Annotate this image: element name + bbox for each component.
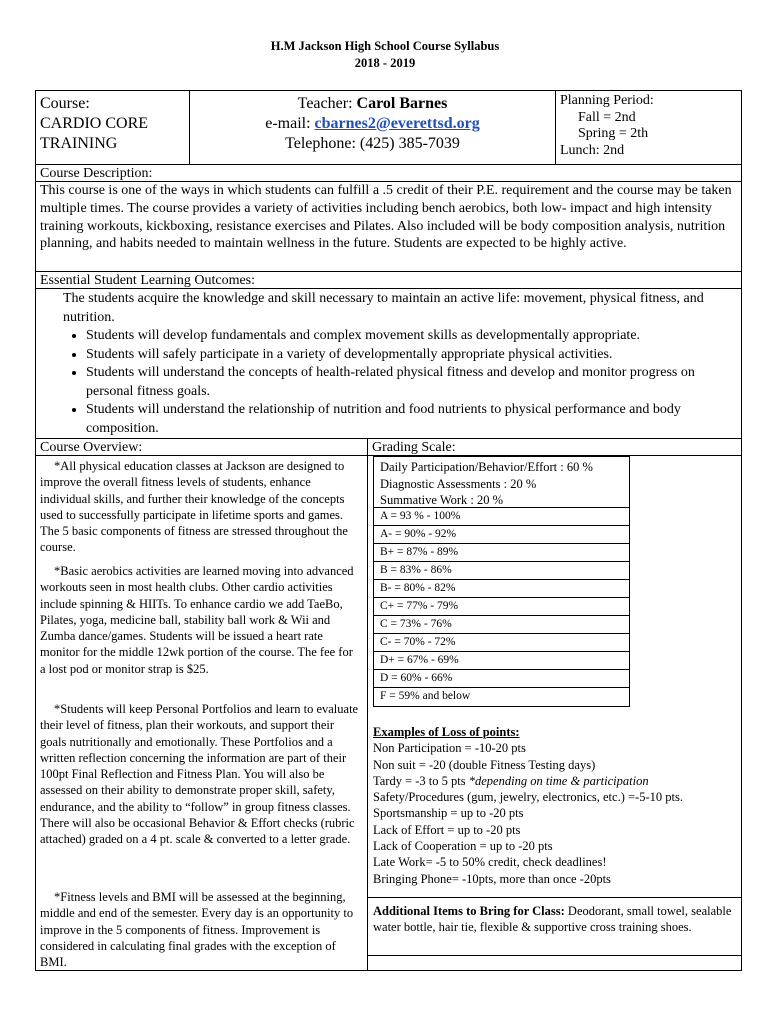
- outcome-item: • Students will safely participate in a variety of developmentally appropriate physical activities.: [86, 346, 738, 365]
- outcome-item: • Students will develop fundamentals and complex movement skills as developmentally appropriate.: [86, 327, 738, 346]
- course-cell: [40, 94, 188, 154]
- weight-row: Daily Participation/Behavior/Effort : 60 %: [380, 460, 593, 474]
- course-name-line2: TRAINING: [40, 135, 118, 152]
- teacher-label: Teacher:: [297, 95, 353, 112]
- tardy-text: Tardy = -3 to 5 pts: [373, 773, 469, 788]
- grade-row: D+ = 67% - 69%: [374, 651, 629, 669]
- header-divider-2: [555, 90, 556, 165]
- overview-paragraph-4: *Fitness levels and BMI will be assessed at the beginning, middle and end of the semester. Every day is an opportunity to improve in the 5 components of fitness. Improvement is considered in calculating final grades with the exception of BMI.: [40, 890, 354, 970]
- email-label: e-mail:: [265, 115, 311, 132]
- grade-row: F = 59% and below: [374, 687, 629, 705]
- overview-paragraph-3: *Students will keep Personal Portfolios and learn to evaluate their level of fitness, plan their workouts, and support their goals nutritionally and emotionally. These Portfolios and a written reflection concerning the information are part of their 100pt Final Reflection and Fitness Plan. You will also be assessed on their ability to demonstrate proper skill, safety, endurance, and the ability to “follow” in group fitness classes. There will also be occasional Behavior & Effort checks (rubric attached) graded on a 4 pt. scale & converted to a letter grade.: [40, 702, 359, 847]
- loss-item-tardy: [373, 773, 738, 789]
- email-line: [190, 114, 555, 134]
- grade-row: C = 73% - 76%: [374, 615, 629, 633]
- planning-spring: Spring = 2th: [578, 126, 649, 141]
- loss-item: Non suit = -20 (double Fitness Testing days): [373, 757, 596, 772]
- outcome-item: • Students will understand the concepts of health-related physical fitness and develop and monitor progress on personal fitness goals.: [86, 364, 738, 401]
- additional-items: [373, 903, 735, 936]
- outcomes-intro: The students acquire the knowledge and skill necessary to maintain an active life: movement, physical fitness, and nutrition.: [63, 291, 704, 325]
- outcomes-divider: [35, 288, 742, 289]
- loss-item: Late Work= -5 to 50% credit, check deadlines!: [373, 855, 607, 870]
- grading-table: [373, 456, 630, 707]
- loss-of-points: [373, 724, 738, 887]
- document-title: [0, 38, 770, 72]
- outcomes-list: [40, 327, 738, 438]
- description-text: This course is one of the ways in which students can fulfill a .5 credit of their P.E. requirement and the course may be taken multiple times. The course provides a variety of activities including bench aerobics, both low- impact and high intensity training workouts, kickboxing, resistance exercises and Pilates. Also included will be body composition analysis, nutrition planning, and habits needed to maintain wellness in the future. Students are expected to be highly active.: [40, 183, 732, 252]
- overview-heading: Course Overview:: [40, 440, 143, 455]
- overview-paragraph-2: *Basic aerobics activities are learned moving into advanced workouts seen in most health clubs. Other cardio activities include spinning & HIITs. To enhance cardio we add TaeBo, Pilates, yoga, medicine ball, stability ball work & Wii and Zumba dance/games. Students will be issued a heart rate monitor for the middle 12wk portion of the course. The fee for a lost pod or monitor strap is $25.: [40, 564, 354, 676]
- grade-row: A = 93 % - 100%: [374, 507, 629, 525]
- loss-item: Sportsmanship = up to -20 pts: [373, 806, 524, 821]
- planning-cell: [560, 93, 740, 159]
- grade-row: B = 83% - 86%: [374, 561, 629, 579]
- teacher-phone: Telephone: (425) 385-7039: [285, 135, 460, 152]
- weight-row: Diagnostic Assessments : 20 %: [380, 476, 537, 491]
- grading-weights: [380, 459, 593, 509]
- outcomes-heading: Essential Student Learning Outcomes:: [40, 273, 256, 288]
- planning-label: Planning Period:: [560, 93, 654, 108]
- grading-heading: Grading Scale:: [372, 440, 456, 455]
- tardy-note: *depending on time & participation: [468, 773, 649, 788]
- grade-row: C- = 70% - 72%: [374, 633, 629, 651]
- overview-paragraph-1: *All physical education classes at Jackson are designed to improve the overall fitness levels of students, enhance individual skills, and further their knowledge of the concepts used to successfully participate in lifetime sports and games. The 5 basic components of fitness are stressed throughout the course.: [40, 459, 348, 555]
- planning-lunch: Lunch: 2nd: [560, 142, 625, 158]
- column-divider: [367, 438, 368, 971]
- course-label: Course:: [40, 95, 90, 112]
- outcome-item: • Students will understand the relationship of nutrition and food nutrients to physical performance and body composition.: [86, 401, 738, 438]
- grade-row: B+ = 87% - 89%: [374, 543, 629, 561]
- grade-row: A- = 90% - 92%: [374, 525, 629, 543]
- grade-row: B- = 80% - 82%: [374, 579, 629, 597]
- email-link[interactable]: cbarnes2@everettsd.org: [314, 115, 480, 132]
- school-year: 2018 - 2019: [354, 56, 416, 70]
- loss-item: Bringing Phone= -10pts, more than once -20pts: [373, 871, 611, 886]
- description-heading: Course Description:: [40, 166, 153, 181]
- grade-row: C+ = 77% - 79%: [374, 597, 629, 615]
- additional-divider-top: [367, 897, 742, 898]
- loss-item: Non Participation = -10-20 pts: [373, 741, 526, 756]
- loss-heading: Examples of Loss of points:: [373, 725, 520, 739]
- loss-item: Lack of Cooperation = up to -20 pts: [373, 839, 553, 854]
- additional-divider-bottom: [367, 955, 742, 956]
- loss-item: Lack of Effort = up to -20 pts: [373, 822, 521, 837]
- planning-fall: Fall = 2nd: [578, 109, 636, 125]
- teacher-name: Carol Barnes: [356, 95, 448, 112]
- loss-item-safety: Safety/Procedures (gum, jewelry, electronics, etc.) =-5-10 pts.: [373, 790, 683, 805]
- additional-heading: Additional Items to Bring for Class:: [373, 904, 565, 918]
- additional-text: Deodorant, small towel, sealable water bottle, hair tie, flexible & supportive cross training shoes.: [373, 904, 732, 935]
- weight-row: Summative Work : 20 %: [380, 493, 504, 507]
- school-title: H.M Jackson High School Course Syllabus: [270, 39, 500, 53]
- teacher-cell: [190, 94, 555, 154]
- outcomes-body: [40, 290, 738, 438]
- grade-row: D = 60% - 66%: [374, 669, 629, 687]
- course-name-line1: CARDIO CORE: [40, 115, 149, 132]
- teacher-line: [190, 94, 555, 114]
